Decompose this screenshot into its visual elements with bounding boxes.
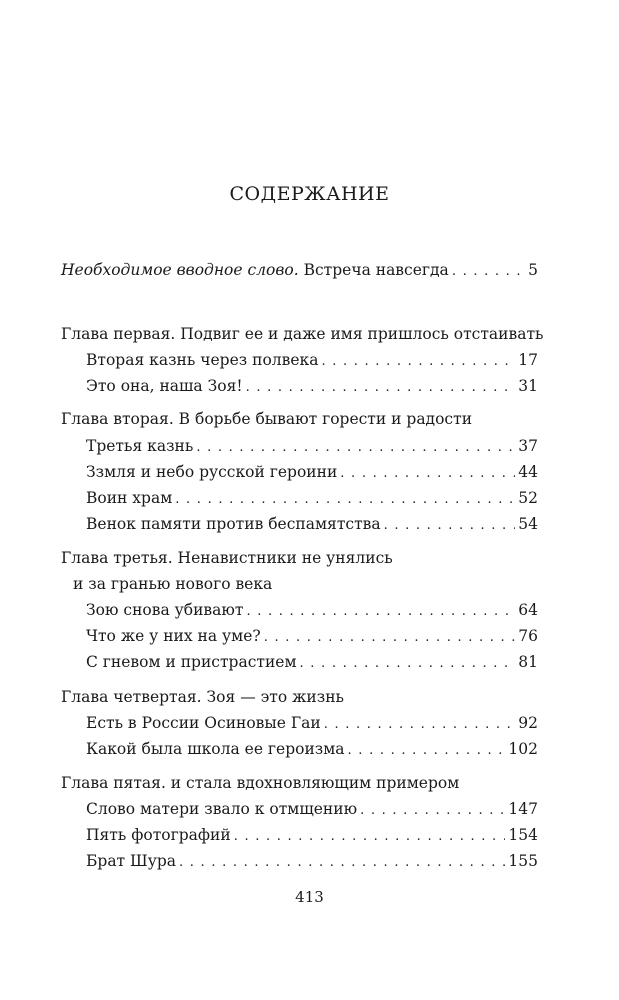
toc-entry-label: Слово матери звало к отмщению [86,800,358,818]
toc-entry-label: Венок памяти против беспамятства [86,515,381,533]
toc-page-number: 155 [508,852,538,870]
toc-entry-label: Пять фотографий [86,826,231,844]
toc-entry[interactable] [86,486,538,510]
toc-entry-label: Есть в России Осиновые Гаи [86,714,321,732]
chapter-heading[interactable]: Глава первая. Подвиг ее и даже имя пришлось отстаивать [61,325,544,343]
toc-entry[interactable] [86,598,538,622]
leader-dots [348,739,506,763]
toc-page-number: 102 [508,740,538,758]
toc-page-number: 64 [518,601,538,619]
leader-dots [321,350,515,374]
toc-entry-label: Вторая казнь через полвека [86,351,319,369]
toc-entry-label: Это она, наша Зоя! [86,377,243,395]
leader-dots [246,376,516,400]
intro-italic-label: Необходимое вводное слово. [61,261,299,279]
toc-page-number: 154 [508,826,538,844]
toc-entry[interactable] [86,737,538,761]
toc-page-number: 31 [518,377,538,395]
toc-page-number: 92 [518,714,538,732]
toc-page-number: 37 [518,437,538,455]
toc-entry[interactable] [86,849,538,873]
leader-dots [300,652,516,676]
toc-entry[interactable] [86,711,538,735]
toc-page-number: 52 [518,489,538,507]
toc-entry[interactable] [86,823,538,847]
leader-dots [324,713,516,737]
leader-dots [175,488,515,512]
leader-dots [234,825,506,849]
page-number: 413 [295,888,324,906]
toc-entry-label: Брат Шура [86,852,177,870]
toc-entry-label: С гневом и пристрастием [86,653,297,671]
toc-entry[interactable] [86,460,538,484]
chapter-heading[interactable]: Глава пятая. и стала вдохновляющим примером [61,774,460,792]
leader-dots [179,851,505,875]
toc-page-number: 54 [518,515,538,533]
chapter-heading-continuation[interactable]: и за гранью нового века [73,575,273,593]
leader-dots [196,436,515,460]
toc-entry[interactable] [86,374,538,398]
leader-dots [452,260,525,284]
toc-entry[interactable] [86,434,538,458]
toc-entry[interactable] [86,650,538,674]
toc-entry-label [61,258,449,282]
leader-dots [340,462,515,486]
toc-entry[interactable] [86,348,538,372]
toc-entry-label: Ззмля и небо русской героини [86,463,338,481]
toc-entry[interactable] [86,512,538,536]
intro-label: Встреча навсегда [298,261,449,279]
toc-page-number: 81 [518,653,538,671]
page-title: СОДЕРЖАНИЕ [229,183,390,205]
toc-page-number: 147 [508,800,538,818]
toc-entry-label: Зою снова убивают [86,601,244,619]
toc-page-number: 17 [518,351,538,369]
toc-entry[interactable] [86,624,538,648]
leader-dots [246,600,515,624]
leader-dots [360,799,505,823]
toc-page-number: 44 [518,463,538,481]
toc-entry-label: Третья казнь [86,437,194,455]
toc-entry-label: Какой была школа ее героизма [86,740,345,758]
chapter-heading[interactable]: Глава вторая. В борьбе бывают горести и радости [61,410,473,428]
toc-entry-label: Что же у них на уме? [86,627,261,645]
toc-entry-label: Воин храм [86,489,173,507]
toc-page-number: 5 [528,261,538,279]
chapter-heading[interactable]: Глава четвертая. Зоя — это жизнь [61,688,344,706]
leader-dots [264,626,516,650]
toc-entry[interactable] [86,797,538,821]
toc-intro-entry[interactable] [61,258,538,282]
toc-page-number: 76 [518,627,538,645]
chapter-heading[interactable]: Глава третья. Ненавистники не унялись [61,549,393,567]
leader-dots [384,514,516,538]
